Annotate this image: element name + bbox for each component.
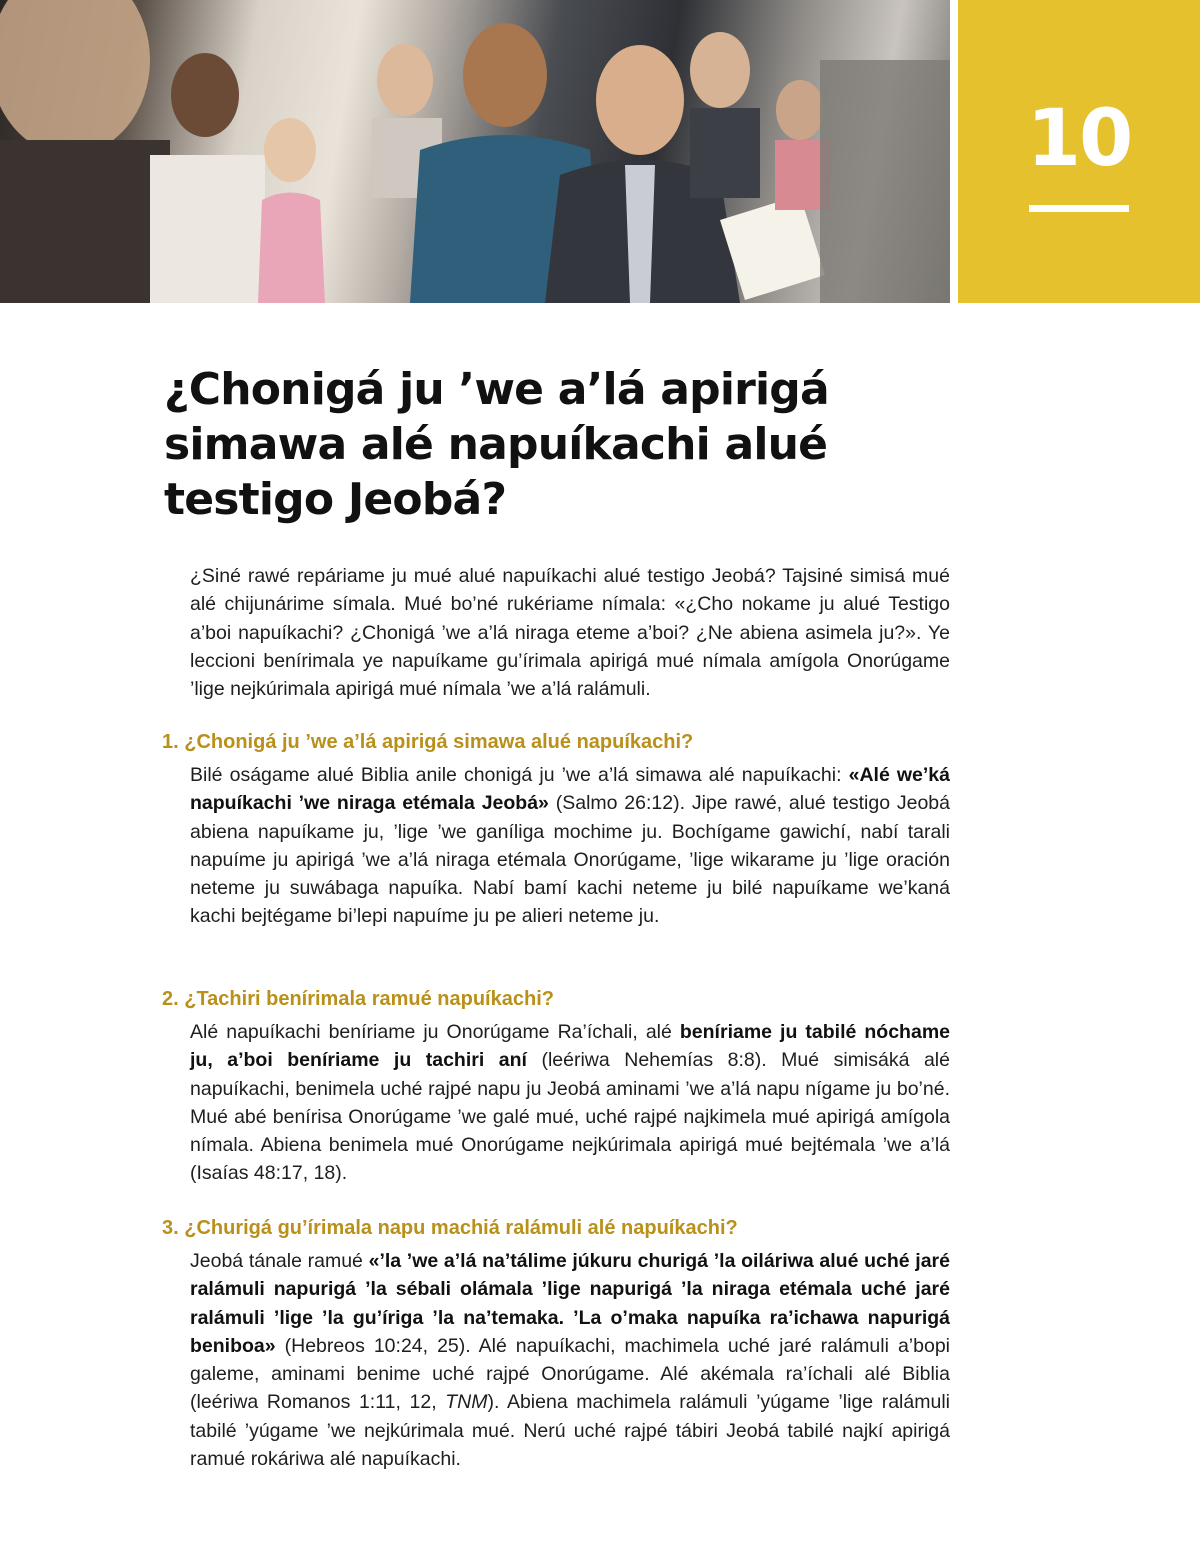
bold-quote: beníriame ju tabilé nóchame ju, a’boi beníriame ju tachiri aní: [190, 1021, 951, 1072]
text-run: (Hebreos 10:24, 25). Alé napuíkachi, machimela uché jaré ralámuli a’bopi galeme, aminami benime uché rajpé Onorúgame. Alé akémala ra’íchali alé Biblia (leériwa Romanos 1:11, 12,: [190, 1334, 950, 1414]
text-run: Alé napuíkachi beníriame ju Onorúgame Ra’íchali, alé: [190, 1021, 680, 1043]
text-run: ). Abiena machimela ralámuli ’yúgame ’lige ralámuli tabilé ’yúgame ’we nejkúrimala mué. Nerú uché rajpé tábiri Jeobá tabilé najkí apirigá ramué rokáriwa alé napuíkachi.: [190, 1391, 950, 1471]
text-run: (Salmo 26:12). Jipe rawé, alué testigo Jeobá abiena napuíkame ju, ’lige ’we ganíliga mochime ju. Bochígame gawichí, nabí tarali napuíme ju apirigá ’we a’lá niraga etémala Onorúgame, ’lige wikarame ju ’lige oración neteme ju suwábaga napuíka. Nabí bamí kachi neteme ju bilé napuíkame we’kaná kachi bejtégame bi’lepi napuíme ju pe alieri neteme ju.: [190, 792, 950, 928]
question-3-body: [190, 1247, 950, 1473]
bold-quote: «Alé we’ká napuíkachi ’we niraga etémala Jeobá»: [190, 764, 950, 815]
lesson-title: ¿Chonigá ju ’we a’lá apirigá simawa alé napuíkachi alué testigo Jeobá?: [164, 364, 829, 525]
question-2-body: [190, 1018, 950, 1188]
bold-quote: «’la ’we a’lá na’tálime júkuru churigá ’la oiláriwa alué uché jaré ralámuli napurigá ’la sébali olámala ’lige napurigá ’la niraga etémala uché jaré ralámuli ’lige ’la gu’íriga ’la na’temaka. ’La o’maka napuíka ra’ichawa napurigá beniboa»: [190, 1250, 950, 1357]
chapter-underline: [1029, 205, 1129, 212]
chapter-number: 10: [1026, 94, 1132, 184]
question-2-heading: 2. ¿Tachiri benírimala ramué napuíkachi?: [162, 988, 554, 1010]
italic-abbrev: TNM: [445, 1391, 488, 1414]
question-1-heading: 1. ¿Chonigá ju ’we a’lá apirigá simawa alué napuíkachi?: [162, 731, 694, 753]
question-3-heading: 3. ¿Churigá gu’írimala napu machiá ralámuli alé napuíkachi?: [162, 1217, 738, 1239]
text-run: Bilé oságame alué Biblia anile chonigá ju ’we a’lá simawa alé napuíkachi:: [190, 764, 849, 786]
congregation-meeting-illustration: [0, 0, 950, 303]
question-1-body: [190, 761, 950, 931]
text-run: (leériwa Nehemías 8:8). Mué simisáká alé napuíkachi, benimela uché rajpé napu ju Jeobá aminami ’we a’lá napu nígame ju bo’né. Mué abé benírisa Onorúgame ’we galé mué, uché rajpé najkimela mué apirigá amígola nímala. Abiena benimela mué Onorúgame nejkúrimala apirigá mué bejtémala ’we a’lá (Isaías 48:17, 18).: [190, 1049, 950, 1185]
intro-paragraph: ¿Siné rawé repáriame ju mué alué napuíkachi alué testigo Jeobá? Tajsiné simisá mué alé chijunárime símala. Mué bo’né rukériame nímala: «¿Cho nokame ju alué Testigo a’boi napuíkachi? ¿Chonigá ’we a’lá niraga eteme a’boi? ¿Ne abiena asimela ju?». Ye leccioni benírimala ye napuíkame gu’írimala apirigá mué nímala amígola Onorúgame ’lige nejkúrimala apirigá mué nímala ’we a’lá ralámuli.: [190, 565, 950, 701]
chapter-badge: [958, 0, 1200, 303]
hero-photo: [0, 0, 950, 303]
text-run: Jeobá tánale ramué: [190, 1250, 369, 1272]
